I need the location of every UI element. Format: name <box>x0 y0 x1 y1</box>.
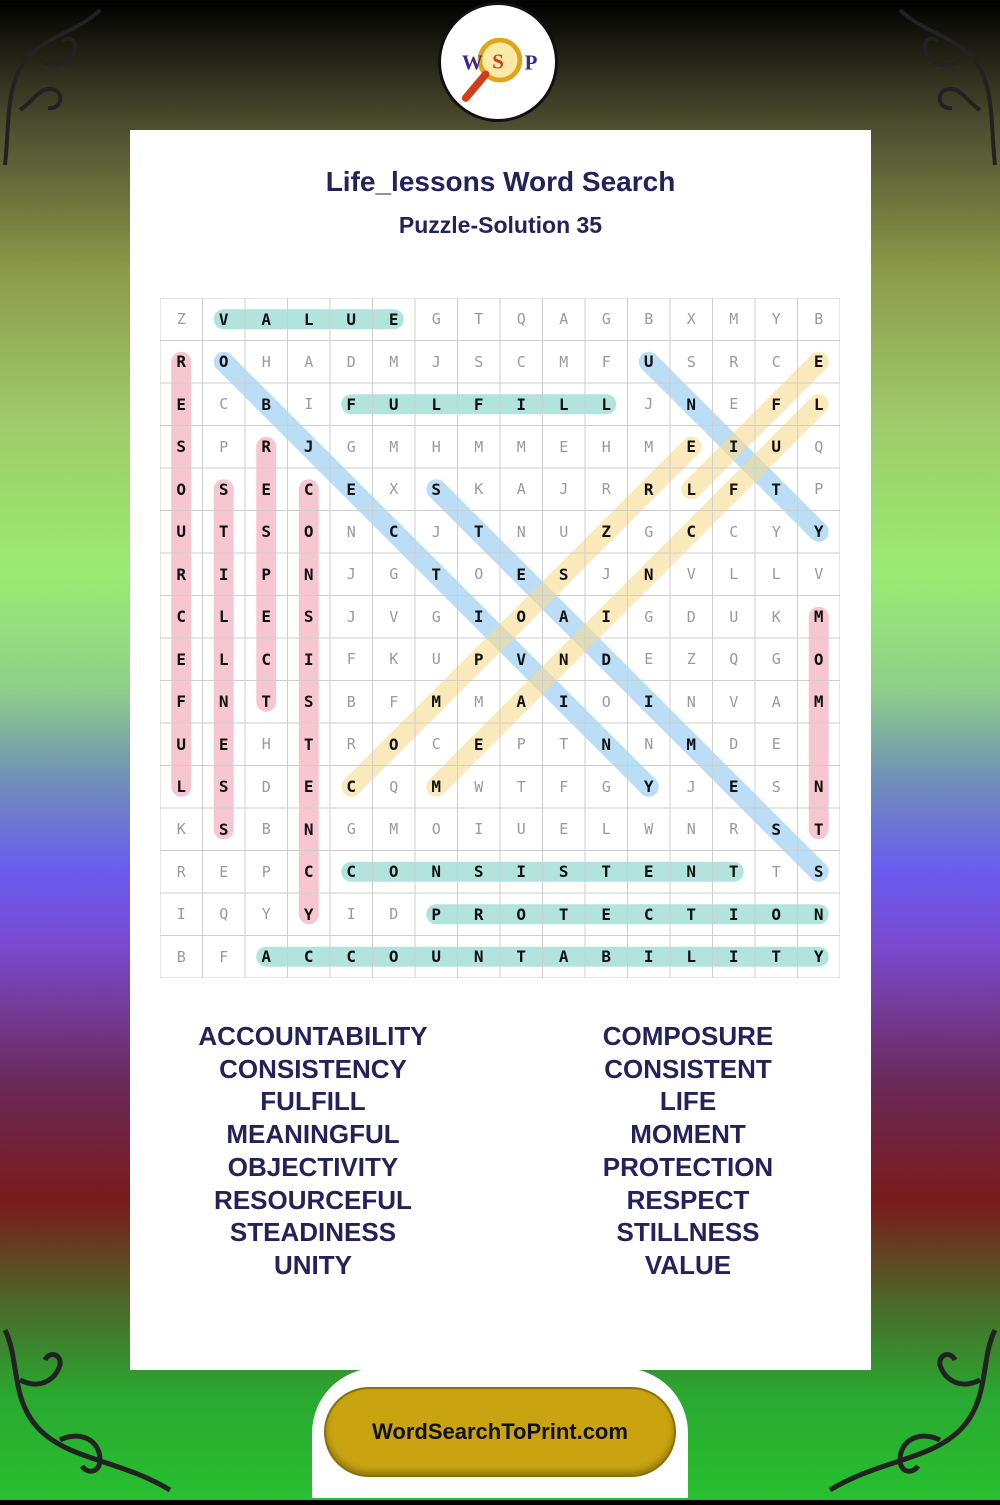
grid-cell: C <box>431 735 441 754</box>
word-list-left <box>128 1020 498 1282</box>
grid-cell: S <box>176 437 187 457</box>
grid-cell: S <box>303 692 314 712</box>
grid-cell: E <box>771 735 781 754</box>
grid-cell: E <box>261 607 272 627</box>
grid-cell: S <box>218 819 229 839</box>
grid-cell: A <box>516 480 526 499</box>
wsp-logo[interactable] <box>438 2 558 122</box>
grid-cell: L <box>601 820 611 839</box>
grid-cell: O <box>474 565 484 584</box>
grid-cell: X <box>389 480 399 499</box>
grid-cell: N <box>686 862 697 882</box>
grid-cell: F <box>176 692 187 712</box>
word-list-item: MOMENT <box>630 1119 746 1150</box>
grid-cell: T <box>303 734 314 754</box>
grid-cell: I <box>473 607 484 627</box>
word-list-item: STEADINESS <box>229 1217 397 1248</box>
grid-cell: J <box>431 522 441 541</box>
grid-cell: U <box>643 352 654 372</box>
grid-cell: J <box>686 777 696 796</box>
grid-cell: V <box>729 692 739 711</box>
grid-cell: O <box>516 607 527 627</box>
grid-cell: F <box>346 650 356 669</box>
grid-cell: A <box>516 692 527 712</box>
grid-cell: G <box>389 565 399 584</box>
grid-cell: L <box>729 565 739 584</box>
grid-cell: M <box>474 437 484 456</box>
grid-cell: G <box>346 820 356 839</box>
grid-cell: I <box>516 862 527 882</box>
grid-cell: E <box>644 650 654 669</box>
page-title: Life_lessons Word Search <box>325 166 676 197</box>
grid-cell: D <box>686 607 696 626</box>
grid-cell: U <box>559 522 569 541</box>
grid-cell: S <box>771 777 781 796</box>
grid-cell: A <box>304 352 314 371</box>
grid-cell: D <box>729 735 739 754</box>
grid-cell: E <box>516 564 527 584</box>
grid-cell: P <box>219 437 229 456</box>
grid-cell: O <box>516 904 527 924</box>
grid-cell: E <box>813 352 824 372</box>
grid-cell: Z <box>601 522 612 542</box>
word-list-item: VALUE <box>644 1249 732 1280</box>
grid-cell: I <box>303 649 314 669</box>
grid-cell: Y <box>771 310 781 329</box>
grid-cell: A <box>261 309 272 329</box>
grid-cell: O <box>771 904 782 924</box>
grid-cell: P <box>261 564 272 584</box>
grid-cell: N <box>643 564 654 584</box>
grid-cell: F <box>728 479 739 499</box>
grid-cell: V <box>516 649 527 669</box>
grid-cell: M <box>389 437 399 456</box>
grid-cell: R <box>729 820 739 839</box>
grid-cell: C <box>388 522 399 542</box>
grid-cell: M <box>644 437 654 456</box>
grid-cell: Y <box>771 522 781 541</box>
grid-cell: G <box>431 310 441 329</box>
grid-cell: A <box>771 692 781 711</box>
grid-cell: K <box>474 480 484 499</box>
grid-cell: N <box>346 522 356 541</box>
grid-cell: L <box>176 777 187 797</box>
grid-cell: B <box>346 692 356 711</box>
grid-cell: C <box>643 904 654 924</box>
grid-cell: G <box>771 650 781 669</box>
grid-cell: S <box>303 607 314 627</box>
grid-cell: I <box>728 947 739 967</box>
grid-cell: M <box>474 692 484 711</box>
grid-cell: N <box>686 820 696 839</box>
grid-cell: E <box>176 394 187 414</box>
grid-cell: E <box>601 904 612 924</box>
grid-cell: R <box>176 564 187 584</box>
grid-cell: G <box>644 607 654 626</box>
grid-cell: K <box>389 650 399 669</box>
grid-cell: Q <box>729 650 739 669</box>
grid-cell: T <box>218 522 229 542</box>
grid-cell: E <box>729 395 739 414</box>
grid-cell: U <box>431 947 442 967</box>
grid-cell: G <box>601 310 611 329</box>
grid-cell: G <box>431 607 441 626</box>
grid-cell: O <box>388 862 399 882</box>
grid-cell: M <box>729 310 739 329</box>
grid-cell: U <box>176 522 187 542</box>
grid-cell: T <box>771 862 781 881</box>
grid-cell: B <box>644 310 654 329</box>
grid-cell: N <box>303 564 314 584</box>
grid-cell: F <box>601 352 611 371</box>
grid-cell: C <box>303 479 314 499</box>
grid-cell: I <box>601 607 612 627</box>
grid-cell: Y <box>303 904 314 924</box>
grid-cell: R <box>473 904 484 924</box>
grid-cell: S <box>558 564 569 584</box>
grid-cell: T <box>771 479 782 499</box>
grid-cell: E <box>303 777 314 797</box>
grid-cell: V <box>686 565 696 584</box>
grid-cell: O <box>388 734 399 754</box>
word-list-item: STILLNESS <box>616 1217 760 1248</box>
logo-letter-w: W <box>461 50 483 75</box>
grid-cell: O <box>218 352 229 372</box>
ornament-top-right <box>870 0 1000 170</box>
grid-cell: K <box>176 820 186 839</box>
grid-cell: B <box>601 947 612 967</box>
grid-cell: Y <box>813 522 824 542</box>
grid-cell: D <box>601 649 612 669</box>
grid-cell: Q <box>389 777 399 796</box>
grid-cell: W <box>644 820 654 839</box>
grid-cell: I <box>304 395 314 414</box>
logo-letter-p: P <box>524 50 538 75</box>
word-list-item: FULFILL <box>260 1086 366 1117</box>
grid-cell: J <box>601 565 611 584</box>
grid-cell: J <box>346 565 356 584</box>
grid-cell: K <box>771 607 781 626</box>
grid-cell: D <box>389 905 399 924</box>
grid-cell: F <box>219 947 229 966</box>
grid-cell: U <box>516 820 526 839</box>
grid-cell: P <box>431 904 442 924</box>
word-list-right <box>503 1020 873 1282</box>
page-subtitle: Puzzle-Solution 35 <box>398 212 603 238</box>
word-search-grid <box>160 298 840 978</box>
grid-cell: N <box>516 522 526 541</box>
grid-cell: C <box>303 862 314 882</box>
grid-cell: J <box>644 395 654 414</box>
grid-cell: E <box>219 862 229 881</box>
grid-cell: E <box>346 479 357 499</box>
grid-cell: W <box>474 777 484 796</box>
grid-cell: M <box>431 692 442 712</box>
grid-cell: E <box>643 862 654 882</box>
grid-cell: M <box>431 777 442 797</box>
grid-cell: I <box>474 820 484 839</box>
grid-cell: U <box>431 650 441 669</box>
grid-cell: G <box>601 777 611 796</box>
grid-cell: E <box>261 479 272 499</box>
grid-cell: R <box>176 862 186 881</box>
grid-cell: R <box>346 735 356 754</box>
grid-cell: S <box>473 862 484 882</box>
site-link-button[interactable]: WordSearchToPrint.com <box>324 1387 676 1477</box>
grid-cell: F <box>389 692 399 711</box>
grid-cell: R <box>643 479 654 499</box>
grid-cell: A <box>261 947 272 967</box>
grid-cell: J <box>559 480 569 499</box>
grid-cell: I <box>643 947 654 967</box>
word-list-item: CONSISTENCY <box>219 1053 407 1084</box>
grid-cell: N <box>218 692 229 712</box>
word-list-item: LIFE <box>659 1086 717 1117</box>
grid-cell: H <box>601 437 611 456</box>
ornament-top-left <box>0 0 130 170</box>
grid-cell: P <box>814 480 824 499</box>
grid-cell: N <box>473 947 484 967</box>
word-list-item: RESPECT <box>626 1184 750 1215</box>
grid-cell: T <box>813 819 824 839</box>
grid-cell: Q <box>219 905 229 924</box>
grid-cell: T <box>728 862 739 882</box>
word-list-item: COMPOSURE <box>602 1021 774 1051</box>
grid-cell: Q <box>516 310 526 329</box>
grid-cell: X <box>686 310 696 329</box>
grid-cell: E <box>559 437 569 456</box>
grid-cell: O <box>431 820 441 839</box>
grid-cell: R <box>261 437 272 457</box>
grid-cell: P <box>516 735 526 754</box>
grid-cell: Z <box>686 650 696 669</box>
grid-cell: L <box>218 607 229 627</box>
grid-cell: P <box>261 862 271 881</box>
grid-cell: F <box>559 777 569 796</box>
grid-cell: M <box>516 437 526 456</box>
grid-cell: T <box>431 564 442 584</box>
grid-cell: B <box>814 310 824 329</box>
word-list-item: MEANINGFUL <box>226 1119 400 1150</box>
grid-cell: T <box>558 904 569 924</box>
grid-cell: N <box>644 735 654 754</box>
grid-cell: E <box>176 649 187 669</box>
grid-cell: V <box>218 309 229 329</box>
grid-cell: J <box>431 352 441 371</box>
grid-cell: N <box>303 819 314 839</box>
grid-cell: T <box>473 522 484 542</box>
grid-cell: C <box>771 352 781 371</box>
grid-cell: Y <box>643 777 654 797</box>
grid-cell: C <box>346 777 357 797</box>
grid-cell: L <box>686 947 697 967</box>
grid-cell: J <box>303 437 314 457</box>
grid-cell: L <box>218 649 229 669</box>
grid-cell: I <box>176 905 186 924</box>
grid-cell: E <box>388 309 399 329</box>
grid-cell: S <box>686 352 696 371</box>
grid-cell: P <box>473 649 484 669</box>
grid-cell: C <box>516 352 526 371</box>
grid-cell: A <box>559 310 569 329</box>
grid-cell: E <box>218 734 229 754</box>
grid-cell: S <box>218 479 229 499</box>
grid-cell: S <box>474 352 484 371</box>
grid-cell: U <box>771 437 782 457</box>
grid-cell: R <box>176 352 187 372</box>
grid-cell: S <box>431 479 442 499</box>
grid-cell: T <box>601 862 612 882</box>
grid-cell: D <box>346 352 356 371</box>
grid-cell: N <box>686 692 696 711</box>
grid-cell: L <box>771 565 781 584</box>
grid-cell: I <box>728 437 739 457</box>
grid-cell: T <box>261 692 272 712</box>
grid-cell: M <box>686 734 697 754</box>
grid-cell: S <box>261 522 272 542</box>
grid-cell: N <box>431 862 442 882</box>
grid-cell: T <box>686 904 697 924</box>
word-list-item: PROTECTION <box>602 1151 774 1182</box>
grid-cell: E <box>559 820 569 839</box>
grid-cell: Y <box>261 905 271 924</box>
grid-cell: G <box>346 437 356 456</box>
grid-cell: I <box>218 564 229 584</box>
grid-cell: J <box>346 607 356 626</box>
grid-cell: B <box>176 947 186 966</box>
grid-cell: M <box>389 820 399 839</box>
grid-cell: U <box>388 394 399 414</box>
grid-cell: T <box>474 310 484 329</box>
grid-cell: U <box>176 734 187 754</box>
grid-cell: T <box>559 735 569 754</box>
grid-cell <box>798 723 841 766</box>
grid-cell: I <box>643 692 654 712</box>
grid-cell: C <box>303 947 314 967</box>
grid-cell: C <box>261 649 272 669</box>
grid-cell: T <box>516 947 527 967</box>
grid-cell: L <box>558 394 569 414</box>
grid-cell: M <box>559 352 569 371</box>
grid-cell: O <box>303 522 314 542</box>
grid-cell: F <box>473 394 484 414</box>
word-list-item: ACCOUNTABILITY <box>198 1021 428 1051</box>
grid-cell: N <box>686 394 697 414</box>
grid-cell: L <box>303 309 314 329</box>
grid-cell: H <box>261 735 271 754</box>
grid-cell: Y <box>813 947 824 967</box>
grid-cell: H <box>431 437 441 456</box>
grid-cell: I <box>516 394 527 414</box>
grid-cell: B <box>261 394 272 414</box>
grid-cell: Q <box>814 437 824 456</box>
grid-cell: T <box>771 947 782 967</box>
grid-cell: D <box>261 777 271 796</box>
grid-cell: E <box>473 734 484 754</box>
grid-cell: F <box>346 394 357 414</box>
grid-cell: V <box>389 607 399 626</box>
grid-cell: R <box>729 352 739 371</box>
grid-cell: N <box>558 649 569 669</box>
grid-cell: C <box>346 947 357 967</box>
grid-cell: N <box>601 734 612 754</box>
grid-cell: E <box>728 777 739 797</box>
grid-cell: N <box>813 904 824 924</box>
grid-cell: S <box>558 862 569 882</box>
grid-cell: R <box>601 480 611 499</box>
grid-cell: U <box>729 607 739 626</box>
grid-cell: M <box>389 352 399 371</box>
grid-cell: L <box>686 479 697 499</box>
grid-cell: L <box>601 394 612 414</box>
grid-cell: U <box>346 309 357 329</box>
grid-cell: E <box>686 437 697 457</box>
word-list-item: CONSISTENT <box>604 1053 772 1084</box>
grid-cell: O <box>388 947 399 967</box>
word-list-item: UNITY <box>274 1249 352 1280</box>
grid-cell: F <box>771 394 782 414</box>
grid-cell: G <box>644 522 654 541</box>
grid-cell: C <box>219 395 229 414</box>
grid-cell: Z <box>176 310 186 329</box>
puzzle-sheet <box>130 130 871 1370</box>
grid-cell: L <box>813 394 824 414</box>
grid-cell: I <box>346 905 356 924</box>
grid-cell: A <box>558 607 569 627</box>
grid-cell: V <box>814 565 824 584</box>
word-list-item: RESOURCEFUL <box>214 1184 412 1215</box>
grid-cell: H <box>261 352 271 371</box>
grid-cell: M <box>813 607 824 627</box>
grid-cell: O <box>813 649 824 669</box>
grid-cell: I <box>558 692 569 712</box>
grid-cell: I <box>728 904 739 924</box>
grid-cell: T <box>516 777 526 796</box>
grid-cell: C <box>346 862 357 882</box>
grid-cell: C <box>729 522 739 541</box>
grid-cell: A <box>558 947 569 967</box>
grid-cell: M <box>813 692 824 712</box>
grid-cell: L <box>431 394 442 414</box>
grid-cell: C <box>686 522 697 542</box>
grid-cell: S <box>218 777 229 797</box>
logo-letter-s: S <box>492 49 504 74</box>
grid-cell: B <box>261 820 271 839</box>
grid-cell: O <box>601 692 611 711</box>
grid-cell: C <box>176 607 187 627</box>
grid-cell: S <box>771 819 782 839</box>
grid-cell: N <box>813 777 824 797</box>
grid-cell: O <box>176 479 187 499</box>
word-list-item: OBJECTIVITY <box>227 1151 399 1182</box>
grid-cell: S <box>813 862 824 882</box>
